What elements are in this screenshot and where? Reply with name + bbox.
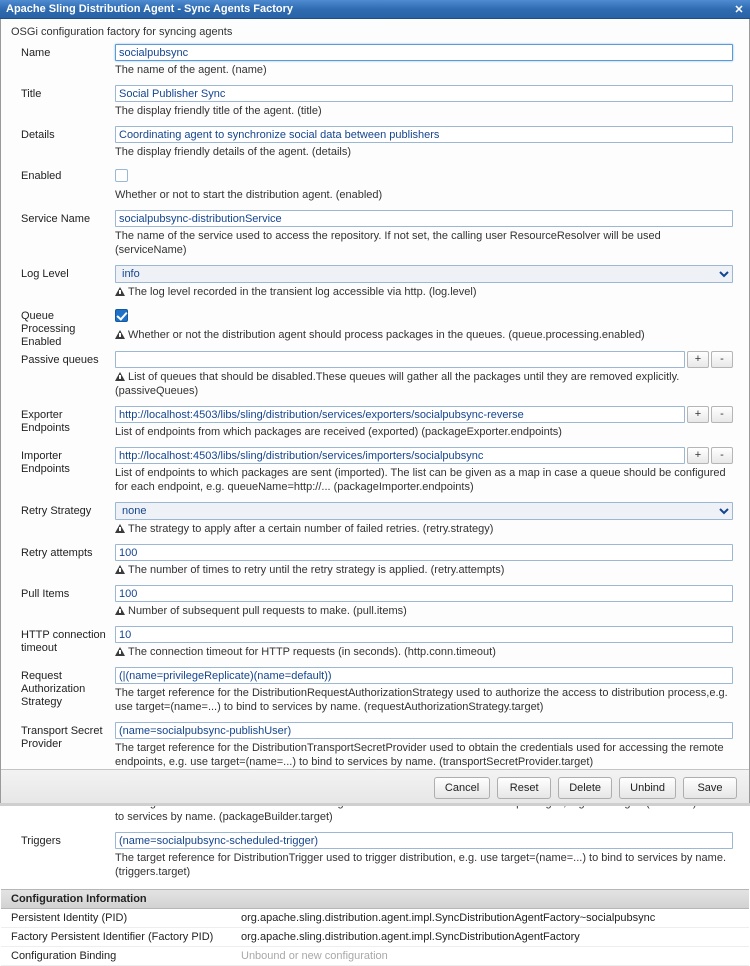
warning-icon — [115, 287, 124, 296]
form-row-title — [9, 85, 741, 124]
desc-retry-attempts — [115, 561, 733, 583]
desc-http-timeout — [115, 643, 733, 665]
dialog-body — [0, 19, 750, 962]
log-level-select[interactable] — [115, 265, 733, 283]
label-details: Details — [21, 129, 55, 141]
service-name-input[interactable] — [115, 210, 733, 227]
details-input[interactable] — [115, 126, 733, 143]
importer-endpoints-input[interactable] — [115, 447, 685, 464]
delete-button[interactable]: Delete — [558, 777, 612, 799]
desc-passive-queues — [115, 368, 733, 404]
desc-retry-strategy — [115, 520, 733, 542]
passive-queues-input[interactable] — [115, 351, 685, 368]
config-form — [1, 44, 749, 885]
exporter-endpoints-remove-button[interactable]: - — [711, 406, 733, 423]
info-label-configuration-binding: Configuration Binding — [11, 950, 117, 962]
info-row-pid — [1, 909, 749, 928]
info-label-pid: Persistent Identity (PID) — [11, 912, 128, 924]
enabled-checkbox[interactable] — [115, 169, 128, 182]
importer-endpoints-remove-button[interactable]: - — [711, 447, 733, 464]
info-label-factory-pid: Factory Persistent Identifier (Factory PID) — [11, 931, 214, 943]
desc-exporter-endpoints: List of endpoints from which packages are received (exported) (packageExporter.endpoints) — [115, 426, 562, 438]
pull-items-input[interactable] — [115, 585, 733, 602]
triggers-input[interactable] — [115, 832, 733, 849]
exporter-endpoints-input[interactable] — [115, 406, 685, 423]
title-input[interactable] — [115, 85, 733, 102]
request-auth-strategy-input[interactable] — [115, 667, 733, 684]
label-log-level: Log Level — [21, 268, 69, 280]
retry-strategy-select[interactable] — [115, 502, 733, 520]
desc-service-name: The name of the service used to access the repository. If not set, the calling user ResourceResolver will be used (serviceName) — [115, 230, 661, 256]
form-row-transport-secret-provider — [9, 722, 741, 775]
label-retry-attempts: Retry attempts — [21, 547, 93, 559]
form-row-queue-processing — [9, 307, 741, 349]
label-triggers: Triggers — [21, 835, 61, 847]
warning-icon — [115, 565, 124, 574]
warning-icon — [115, 372, 124, 381]
window-title: Apache Sling Distribution Agent - Sync Agents Factory — [6, 3, 294, 15]
desc-http-timeout-text: The connection timeout for HTTP requests (in seconds). (http.conn.timeout) — [128, 646, 496, 658]
reset-button[interactable]: Reset — [497, 777, 551, 799]
desc-request-auth-strategy: The target reference for the DistributionRequestAuthorizationStrategy used to authorize the access to distribution process,e.g. use target=(name=...) to bind to services by name. (requestAuthorizationStrategy.target) — [115, 687, 728, 713]
dialog-footer — [1, 769, 749, 805]
form-row-passive-queues — [9, 351, 741, 404]
label-request-auth-strategy: Request Authorization Strategy — [21, 670, 86, 708]
desc-pull-items-text: Number of subsequent pull requests to make. (pull.items) — [128, 605, 407, 617]
warning-icon — [115, 606, 124, 615]
desc-queue-processing — [115, 322, 733, 348]
label-importer-endpoints: Importer Endpoints — [21, 450, 70, 475]
queue-processing-checkbox[interactable] — [115, 309, 128, 322]
form-row-http-timeout — [9, 626, 741, 665]
label-transport-secret-provider: Transport Secret Provider — [21, 725, 103, 750]
form-row-retry-strategy — [9, 502, 741, 542]
window-bottom-edge — [0, 803, 750, 806]
configuration-information-heading: Configuration Information — [1, 889, 749, 909]
label-retry-strategy: Retry Strategy — [21, 505, 92, 517]
desc-importer-endpoints: List of endpoints to which packages are sent (imported). The list can be given as a map in case a queue should be configured for each endpoint, e.g. queueName=http://... (packageImporter.endpoints) — [115, 467, 726, 493]
label-pull-items: Pull Items — [21, 588, 70, 600]
cancel-button[interactable]: Cancel — [434, 777, 490, 799]
desc-log-level-text: The log level recorded in the transient log accessible via http. (log.level) — [128, 286, 477, 298]
desc-name: The name of the agent. (name) — [115, 64, 267, 76]
info-value-factory-pid: org.apache.sling.distribution.agent.impl.SyncDistributionAgentFactory — [241, 931, 580, 943]
desc-pull-items — [115, 602, 733, 624]
label-http-timeout: HTTP connection timeout — [21, 629, 106, 654]
info-value-configuration-binding: Unbound or new configuration — [241, 950, 388, 962]
form-row-retry-attempts — [9, 544, 741, 583]
transport-secret-provider-input[interactable] — [115, 722, 733, 739]
desc-retry-attempts-text: The number of times to retry until the retry strategy is applied. (retry.attempts) — [128, 564, 505, 576]
title-bar — [0, 0, 750, 19]
form-row-enabled — [9, 167, 741, 208]
desc-details: The display friendly details of the agent. (details) — [115, 146, 352, 158]
desc-triggers: The target reference for DistributionTrigger used to trigger distribution, e.g. use target=(name=...) to bind to services by name. (triggers.target) — [115, 852, 727, 878]
warning-icon — [115, 647, 124, 656]
label-name: Name — [21, 47, 51, 59]
form-row-exporter-endpoints — [9, 406, 741, 445]
label-passive-queues: Passive queues — [21, 354, 99, 366]
info-row-configuration-binding — [1, 947, 749, 966]
save-button[interactable]: Save — [683, 777, 737, 799]
importer-endpoints-add-button[interactable]: + — [687, 447, 709, 464]
warning-icon — [115, 524, 124, 533]
warning-icon — [115, 330, 124, 339]
form-row-log-level — [9, 265, 741, 305]
desc-retry-strategy-text: The strategy to apply after a certain number of failed retries. (retry.strategy) — [128, 523, 494, 535]
form-row-name — [9, 44, 741, 83]
desc-transport-secret-provider: The target reference for the DistributionTransportSecretProvider used to obtain the credentials used for accessing the remote endpoints, e.g. use target=(name=...) to bind to services by name. (transportSecretProvider.target) — [115, 742, 724, 768]
label-queue-processing: Queue Processing Enabled — [21, 310, 76, 348]
unbind-button[interactable]: Unbind — [619, 777, 676, 799]
desc-title: The display friendly title of the agent. (title) — [115, 105, 322, 117]
desc-queue-processing-text: Whether or not the distribution agent should process packages in the queues. (queue.processing.enabled) — [128, 329, 645, 341]
desc-enabled: Whether or not to start the distribution agent. (enabled) — [115, 189, 383, 201]
intro-text: OSGi configuration factory for syncing agents — [11, 26, 233, 38]
form-row-importer-endpoints — [9, 447, 741, 500]
passive-queues-add-button[interactable]: + — [687, 351, 709, 368]
retry-attempts-input[interactable] — [115, 544, 733, 561]
label-service-name: Service Name — [21, 213, 91, 225]
form-row-request-auth-strategy — [9, 667, 741, 720]
exporter-endpoints-add-button[interactable]: + — [687, 406, 709, 423]
desc-passive-queues-text: List of queues that should be disabled.These queues will gather all the packages until they are removed explicitly. (passiveQueues) — [115, 371, 680, 397]
info-row-factory-pid — [1, 928, 749, 947]
label-title: Title — [21, 88, 42, 100]
name-input[interactable] — [115, 44, 733, 61]
form-row-triggers — [9, 832, 741, 885]
desc-log-level — [115, 283, 733, 305]
close-icon[interactable]: ✕ — [734, 3, 744, 16]
form-row-pull-items — [9, 585, 741, 624]
label-exporter-endpoints: Exporter Endpoints — [21, 409, 70, 434]
http-timeout-input[interactable] — [115, 626, 733, 643]
label-enabled: Enabled — [21, 170, 62, 182]
passive-queues-remove-button[interactable]: - — [711, 351, 733, 368]
form-row-details — [9, 126, 741, 165]
form-row-service-name — [9, 210, 741, 263]
info-value-pid: org.apache.sling.distribution.agent.impl.SyncDistributionAgentFactory~socialpubsync — [241, 912, 656, 924]
desc-package-builder: to services by name. (packageBuilder.target) — [115, 811, 333, 823]
